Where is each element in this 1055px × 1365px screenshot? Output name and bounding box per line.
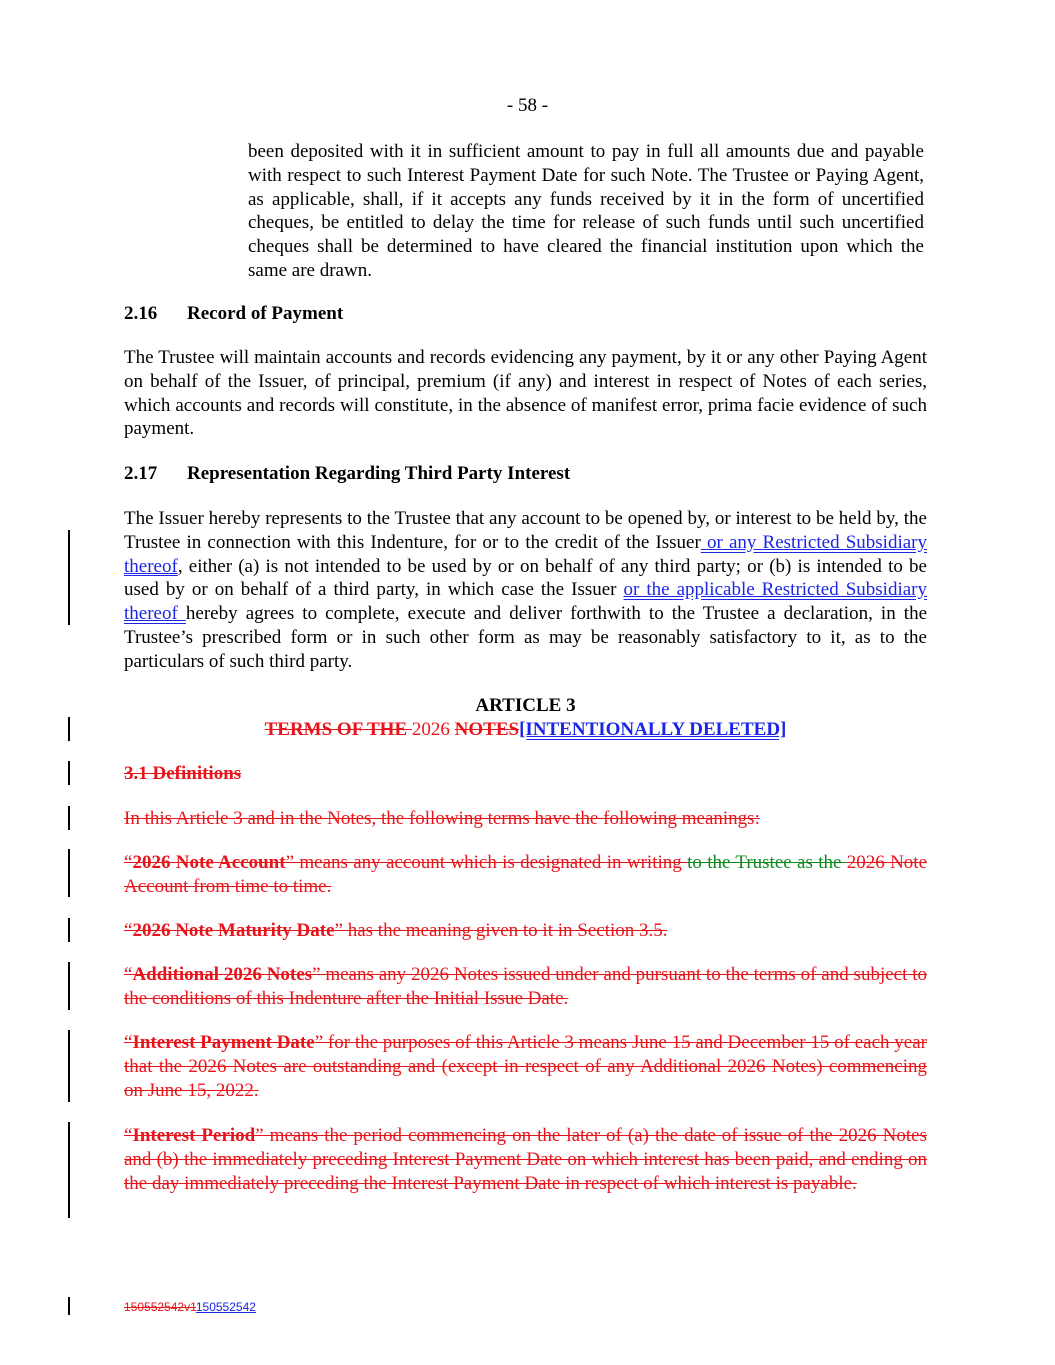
quote-mark: ” [314,1032,324,1053]
title-year: 2026 [411,719,455,740]
definition-item [124,963,927,1011]
definition-text: for the purposes of this Article 3 means June 15 and December 15 of each year that the 2026 Notes are outstanding and (except in respect of any Additional 2026 Notes) commencing on June 15, 2022. [124,1032,927,1101]
change-bar [68,962,70,1010]
article-intro: In this Article 3 and in the Notes, the following terms have the following meanings: [124,808,760,829]
change-bar [68,806,70,830]
body-text: , either (a) is not intended to be used by or on behalf of any third party; or (b) is intended to be used by or on behalf of a third party, in which case the Issuer [124,555,927,601]
definition-item [124,851,927,899]
definition-item [124,1124,927,1195]
body-text: The Issuer hereby represents to the Trustee that any account to be opened by, or interest to be held by, the Trustee in connection with this Indenture, for or to the credit of the Issuer [124,508,927,553]
definition-text: means the period commencing on the later of (a) the date of issue of the 2026 Notes and (b) the immediately preceding Interest Payment Date on which interest has been paid, and ending on the day immediately preceding the Interest Payment Date in respect of which interest is payable. [124,1125,927,1194]
inserted-text: or the applicable Restricted Subsidiary thereof [124,579,927,625]
quote-mark: ” [255,1125,264,1146]
quote-mark: ” [312,964,321,985]
defined-term: Interest Period [132,1125,256,1146]
quote-mark: “ [124,1125,133,1146]
section-2-17-body [124,507,927,674]
definition-text: has the meaning given to it in Section 3.5. [342,920,668,941]
defined-term: Additional 2026 Notes [132,964,313,985]
definition-item [124,919,927,943]
quote-mark: ” [334,920,343,941]
moved-text: to the Trustee as the [687,852,847,873]
defined-term: Interest Payment Date [132,1032,315,1053]
definition-text: means any account which is designated in writing [294,852,688,873]
defined-term: 2026 Note Maturity Date [132,920,335,941]
inserted-text: or any Restricted Subsidiary thereof [124,531,928,577]
change-bar [68,761,70,785]
quote-mark: “ [124,1032,133,1053]
defined-term: 2026 Note Account [132,852,286,873]
article-heading: ARTICLE 3 [475,695,576,716]
definition-item [124,1031,927,1102]
change-bar [68,918,70,942]
inserted-doc-id: 150552542 [195,1300,256,1314]
section-title: Record of Payment [187,303,344,324]
section-2-17-heading [124,462,570,486]
section-2-16-heading [124,302,343,326]
definition-text: means any 2026 Notes issued under and pursuant to the terms of and subject to the conditions of this Indenture after the Initial Issue Date. [124,964,927,1009]
quote-mark: “ [124,964,133,985]
change-bar [68,530,70,625]
change-bar [68,1030,70,1102]
change-bar [68,1297,70,1315]
section-title: Representation Regarding Third Party Interest [187,463,571,484]
section-number: 2.16 [124,303,158,324]
change-bar [68,849,70,897]
definition-text: 2026 Note Account from time to time. [124,852,928,897]
article-title [124,718,927,742]
change-bar [68,1122,70,1218]
page-number: - 58 - [506,95,549,116]
quote-mark: ” [285,852,295,873]
section-2-16-body: The Trustee will maintain accounts and records evidencing any payment, by it or any other Paying Agent on behalf of the Issuer, of principal, premium (if any) and interest in respect of Notes of each series, which accounts and records will constitute, in the absence of manifest error, prima facie evidence of such payment. [124,347,927,440]
section-3-1-heading: 3.1 Definitions [124,763,242,784]
deleted-doc-id: 150552542v1 [124,1300,196,1314]
document-id-footer [124,1299,256,1315]
quote-mark: “ [124,852,133,873]
body-text: hereby agrees to complete, execute and deliver forthwith to the Trustee a declaration, in the Trustee’s prescribed form or in such other form as may be reasonably satisfactory to it, as to the particulars of such third party. [124,603,927,672]
deleted-text: TERMS OF THE [264,719,412,740]
quote-mark: “ [124,920,133,941]
intro-paragraph: been deposited with it in sufficient amount to pay in full all amounts due and payable with respect to such Interest Payment Date for such Note. The Trustee or Paying Agent, as applicable, shall, if it accepts any funds received by it in the form of uncertified cheques, be entitled to delay the time for release of such funds until such uncertified cheques shall be determined to have cleared the financial institution upon which the same are drawn. [248,141,924,281]
section-number: 2.17 [124,463,158,484]
deleted-text: NOTES [454,719,520,740]
inserted-text: [INTENTIONALLY DELETED] [519,719,787,740]
change-bar [68,717,70,741]
